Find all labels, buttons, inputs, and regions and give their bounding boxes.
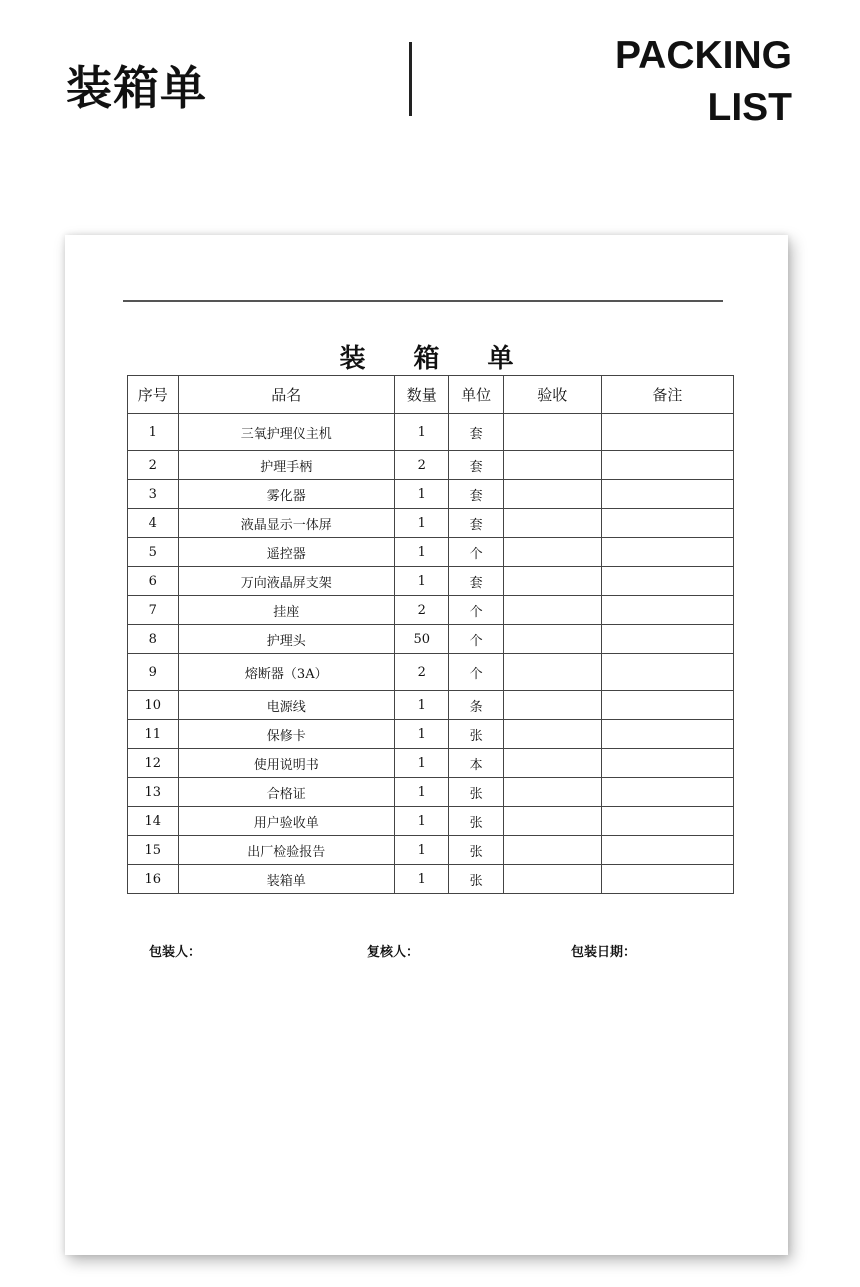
- cell-no: 8: [128, 625, 179, 654]
- cell-qty: 2: [395, 654, 449, 691]
- cell-note: [601, 749, 733, 778]
- cell-name: 三氧护理仪主机: [178, 414, 394, 451]
- cell-qty: 2: [395, 596, 449, 625]
- table-header-row: [128, 376, 734, 414]
- cell-unit: 个: [449, 654, 503, 691]
- cell-note: [601, 480, 733, 509]
- table-row: [128, 509, 734, 538]
- cell-name: 护理手柄: [178, 451, 394, 480]
- cell-note: [601, 509, 733, 538]
- cell-unit: 个: [449, 625, 503, 654]
- cell-name: 用户验收单: [178, 807, 394, 836]
- cell-name: 使用说明书: [178, 749, 394, 778]
- cell-note: [601, 720, 733, 749]
- cell-name: 护理头: [178, 625, 394, 654]
- table-row: [128, 865, 734, 894]
- cell-note: [601, 414, 733, 451]
- cell-no: 15: [128, 836, 179, 865]
- page-title-cn: 装箱单: [66, 61, 207, 115]
- cell-qty: 1: [395, 749, 449, 778]
- table-row: [128, 836, 734, 865]
- cell-unit: 条: [449, 691, 503, 720]
- cell-qty: 1: [395, 720, 449, 749]
- cell-unit: 张: [449, 836, 503, 865]
- column-header-check: 验收: [503, 376, 601, 414]
- table-row: [128, 451, 734, 480]
- cell-unit: 张: [449, 720, 503, 749]
- cell-no: 14: [128, 807, 179, 836]
- cell-unit: 张: [449, 807, 503, 836]
- cell-check: [503, 414, 601, 451]
- packer-label: 包装人：: [149, 945, 202, 960]
- cell-qty: 1: [395, 836, 449, 865]
- cell-name: 出厂检验报告: [178, 836, 394, 865]
- table-row: [128, 414, 734, 451]
- cell-no: 11: [128, 720, 179, 749]
- cell-unit: 套: [449, 480, 503, 509]
- cell-name: 电源线: [178, 691, 394, 720]
- page-title-en: [532, 30, 792, 134]
- table-row: [128, 538, 734, 567]
- cell-note: [601, 836, 733, 865]
- cell-note: [601, 538, 733, 567]
- cell-qty: 1: [395, 691, 449, 720]
- cell-check: [503, 865, 601, 894]
- cell-unit: 个: [449, 596, 503, 625]
- cell-no: 1: [128, 414, 179, 451]
- pack-date-label: 包装日期：: [571, 945, 637, 960]
- title-divider: [409, 42, 412, 116]
- cell-no: 4: [128, 509, 179, 538]
- table-row: [128, 654, 734, 691]
- cell-check: [503, 625, 601, 654]
- cell-note: [601, 625, 733, 654]
- cell-name: 雾化器: [178, 480, 394, 509]
- cell-check: [503, 807, 601, 836]
- cell-note: [601, 691, 733, 720]
- packing-table-body: [128, 414, 734, 894]
- cell-note: [601, 451, 733, 480]
- cell-unit: 张: [449, 865, 503, 894]
- cell-name: 液晶显示一体屏: [178, 509, 394, 538]
- cell-name: 保修卡: [178, 720, 394, 749]
- cell-check: [503, 538, 601, 567]
- cell-no: 7: [128, 596, 179, 625]
- cell-qty: 50: [395, 625, 449, 654]
- cell-qty: 1: [395, 807, 449, 836]
- column-header-unit: 单位: [449, 376, 503, 414]
- cell-check: [503, 509, 601, 538]
- column-header-qty: 数量: [395, 376, 449, 414]
- cell-qty: 1: [395, 778, 449, 807]
- cell-qty: 1: [395, 567, 449, 596]
- table-row: [128, 778, 734, 807]
- cell-no: 10: [128, 691, 179, 720]
- cell-qty: 1: [395, 414, 449, 451]
- cell-name: 熔断器（3A）: [178, 654, 394, 691]
- cell-name: 遥控器: [178, 538, 394, 567]
- cell-qty: 1: [395, 480, 449, 509]
- cell-check: [503, 451, 601, 480]
- cell-unit: 张: [449, 778, 503, 807]
- cell-no: 5: [128, 538, 179, 567]
- table-row: [128, 720, 734, 749]
- cell-name: 挂座: [178, 596, 394, 625]
- cell-check: [503, 654, 601, 691]
- cell-no: 12: [128, 749, 179, 778]
- cell-qty: 1: [395, 538, 449, 567]
- cell-qty: 1: [395, 865, 449, 894]
- cell-check: [503, 480, 601, 509]
- cell-no: 13: [128, 778, 179, 807]
- cell-name: 合格证: [178, 778, 394, 807]
- table-row: [128, 807, 734, 836]
- cell-qty: 1: [395, 509, 449, 538]
- cell-qty: 2: [395, 451, 449, 480]
- reviewer-label: 复核人：: [367, 945, 420, 960]
- document-title: 装箱单: [339, 344, 562, 374]
- page-title-en-line1: PACKING: [615, 34, 792, 77]
- cell-note: [601, 807, 733, 836]
- cell-name: 装箱单: [178, 865, 394, 894]
- table-row: [128, 691, 734, 720]
- cell-unit: 套: [449, 509, 503, 538]
- table-row: [128, 567, 734, 596]
- cell-check: [503, 778, 601, 807]
- cell-unit: 个: [449, 538, 503, 567]
- cell-note: [601, 596, 733, 625]
- cell-check: [503, 720, 601, 749]
- table-row: [128, 625, 734, 654]
- cell-note: [601, 778, 733, 807]
- column-header-note: 备注: [601, 376, 733, 414]
- cell-check: [503, 836, 601, 865]
- cell-unit: 套: [449, 451, 503, 480]
- cell-no: 3: [128, 480, 179, 509]
- cell-check: [503, 596, 601, 625]
- signature-row: [65, 941, 788, 961]
- packing-table: [127, 375, 734, 894]
- column-header-no: 序号: [128, 376, 179, 414]
- cell-unit: 套: [449, 567, 503, 596]
- cell-note: [601, 567, 733, 596]
- cell-no: 9: [128, 654, 179, 691]
- cell-unit: 套: [449, 414, 503, 451]
- cell-check: [503, 749, 601, 778]
- cell-no: 16: [128, 865, 179, 894]
- document-top-rule: [123, 300, 723, 302]
- table-row: [128, 596, 734, 625]
- cell-check: [503, 567, 601, 596]
- packing-list-document: [65, 235, 788, 1255]
- cell-unit: 本: [449, 749, 503, 778]
- page-title-en-line2: LIST: [707, 86, 792, 129]
- cell-check: [503, 691, 601, 720]
- column-header-name: 品名: [178, 376, 394, 414]
- cell-no: 2: [128, 451, 179, 480]
- cell-name: 万向液晶屏支架: [178, 567, 394, 596]
- cell-note: [601, 654, 733, 691]
- cell-no: 6: [128, 567, 179, 596]
- cell-note: [601, 865, 733, 894]
- table-row: [128, 749, 734, 778]
- table-row: [128, 480, 734, 509]
